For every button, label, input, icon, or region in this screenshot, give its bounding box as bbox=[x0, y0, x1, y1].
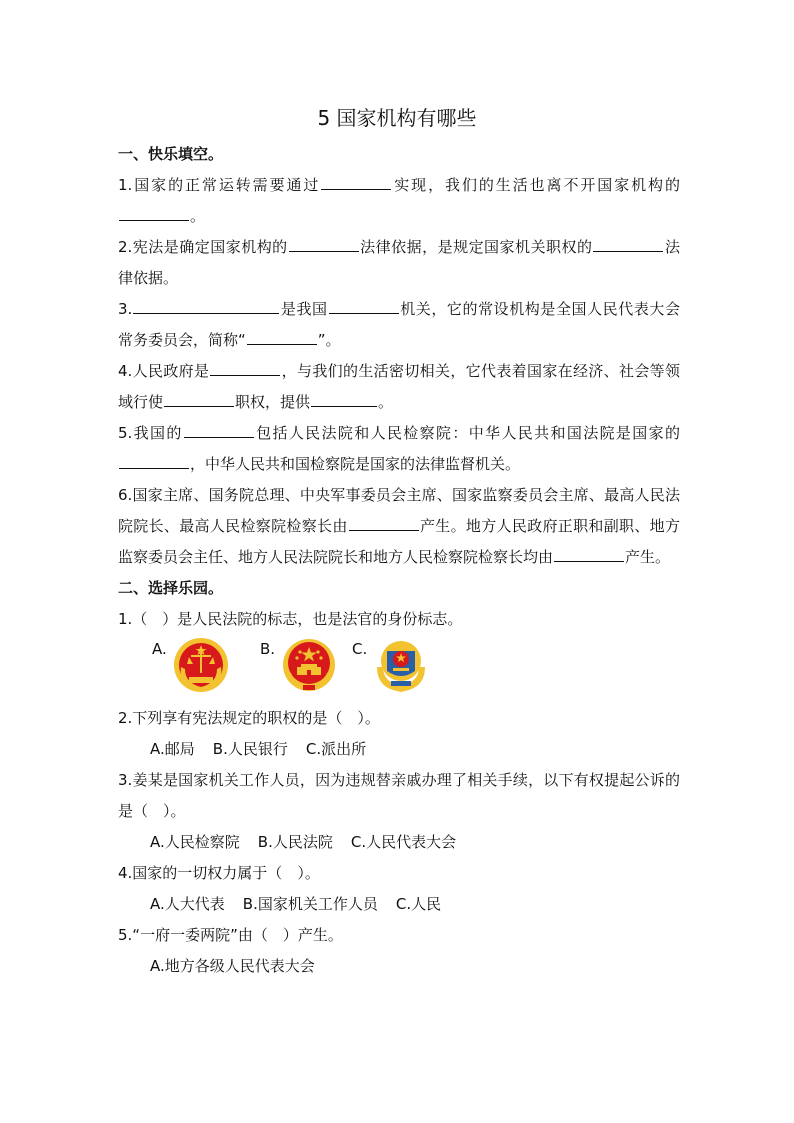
q6-text-b: 产生。地方人民政府正职和副职、地方监察委员会主任、地方人民法院院长和地方人民检察院检察长均由 bbox=[118, 517, 680, 566]
answer-blank[interactable] bbox=[247, 329, 317, 345]
q1-text-c: 。 bbox=[190, 207, 206, 225]
answer-blank[interactable] bbox=[321, 174, 391, 190]
national-emblem-icon bbox=[281, 637, 337, 693]
q4-text-a: 4.人民政府是 bbox=[118, 362, 210, 380]
worksheet-content bbox=[118, 139, 680, 982]
q2-text-b: 法律依据，是规定国家机关职权的 bbox=[359, 238, 593, 256]
section-choice-heading: 二、选择乐园。 bbox=[118, 579, 224, 597]
option-a[interactable]: A.人民检察院 bbox=[150, 833, 240, 851]
fill-question-2 bbox=[118, 232, 680, 294]
fill-question-1 bbox=[118, 170, 680, 232]
answer-blank[interactable] bbox=[349, 515, 419, 531]
q5-text-a: 5.我国的 bbox=[118, 424, 183, 442]
section-fill-in-heading: 一、快乐填空。 bbox=[118, 145, 224, 163]
option-b-label: B. bbox=[260, 640, 276, 658]
answer-blank[interactable] bbox=[119, 453, 189, 469]
option-a[interactable]: A.地方各级人民代表大会 bbox=[150, 957, 315, 975]
q4-text-d: 。 bbox=[378, 393, 394, 411]
q4-text-b: ，与我们的生活密切相关，它代表着国家在经济、社会等领域行使 bbox=[118, 362, 681, 411]
q3-text-a: 3. bbox=[118, 300, 133, 318]
option-c[interactable]: C.人民代表大会 bbox=[350, 833, 457, 851]
option-c[interactable]: C.派出所 bbox=[305, 740, 367, 758]
option-a[interactable]: A.邮局 bbox=[150, 740, 195, 758]
choice-question-2-stem: 2.下列享有宪法规定的职权的是（ ）。 bbox=[118, 709, 380, 727]
answer-blank[interactable] bbox=[119, 205, 189, 221]
choice-question-4-options bbox=[150, 889, 680, 920]
option-a[interactable] bbox=[152, 637, 229, 693]
choice-question-5-options bbox=[150, 951, 680, 982]
option-b[interactable]: B.人民法院 bbox=[257, 833, 333, 851]
option-b[interactable]: B.人民银行 bbox=[212, 740, 288, 758]
q3-text-b: 是我国 bbox=[280, 300, 328, 318]
q5-text-b: 包括人民法院和人民检察院：中华人民共和国法院是国家的 bbox=[254, 424, 681, 442]
option-c[interactable] bbox=[352, 637, 429, 693]
answer-blank[interactable] bbox=[210, 360, 280, 376]
choice-question-2-options bbox=[150, 734, 680, 765]
answer-blank[interactable] bbox=[329, 298, 399, 314]
choice-question-5-stem: 5.“一府一委两院”由（ ）产生。 bbox=[118, 926, 343, 944]
fill-question-6 bbox=[118, 480, 680, 573]
choice-question-3-stem: 3.姜某是国家机关工作人员，因为违规替亲戚办理了相关手续，以下有权提起公诉的是（ ）。 bbox=[118, 771, 680, 820]
option-b[interactable]: B.国家机关工作人员 bbox=[242, 895, 378, 913]
answer-blank[interactable] bbox=[164, 391, 234, 407]
option-b[interactable] bbox=[260, 637, 337, 693]
q6-text-c: 产生。 bbox=[625, 548, 671, 566]
page-title: 5 国家机构有哪些 bbox=[317, 106, 477, 130]
answer-blank[interactable] bbox=[133, 298, 279, 314]
procuratorate-emblem-icon bbox=[373, 637, 429, 693]
fill-question-3 bbox=[118, 294, 680, 356]
option-a[interactable]: A.人大代表 bbox=[150, 895, 225, 913]
choice-question-3-options bbox=[150, 827, 680, 858]
court-emblem-icon bbox=[173, 637, 229, 693]
q2-text-c: 法律依据。 bbox=[118, 238, 680, 287]
q6-text-a: 6.国家主席、国务院总理、中央军事委员会主席、国家监察委员会主席、最高人民法院院长、最高人民检察院检察长由 bbox=[118, 486, 680, 535]
fill-question-4 bbox=[118, 356, 680, 418]
fill-question-5 bbox=[118, 418, 680, 480]
q1-text-b: 实现，我们的生活也离不开国家机构的 bbox=[392, 176, 680, 194]
answer-blank[interactable] bbox=[554, 546, 624, 562]
choice-question-1-stem: 1.（ ）是人民法院的标志，也是法官的身份标志。 bbox=[118, 610, 463, 628]
answer-blank[interactable] bbox=[311, 391, 377, 407]
q5-text-c: ，中华人民共和国检察院是国家的法律监督机关。 bbox=[190, 455, 521, 473]
option-a-label: A. bbox=[152, 640, 167, 658]
answer-blank[interactable] bbox=[289, 236, 359, 252]
choice-question-4-stem: 4.国家的一切权力属于（ ）。 bbox=[118, 864, 320, 882]
choice-question-1-options bbox=[152, 637, 680, 699]
q3-text-c: 机关，它的常设机构是全国人民代表大会常务委员会，简称“ bbox=[118, 300, 680, 349]
option-c-label: C. bbox=[352, 640, 368, 658]
q2-text-a: 2.宪法是确定国家机构的 bbox=[118, 238, 288, 256]
q1-text-a: 1.国家的正常运转需要通过 bbox=[118, 176, 321, 194]
option-c[interactable]: C.人民 bbox=[395, 895, 442, 913]
answer-blank[interactable] bbox=[593, 236, 663, 252]
q3-text-d: ”。 bbox=[317, 331, 341, 349]
q4-text-c: 职权，提供 bbox=[235, 393, 311, 411]
answer-blank[interactable] bbox=[184, 422, 254, 438]
